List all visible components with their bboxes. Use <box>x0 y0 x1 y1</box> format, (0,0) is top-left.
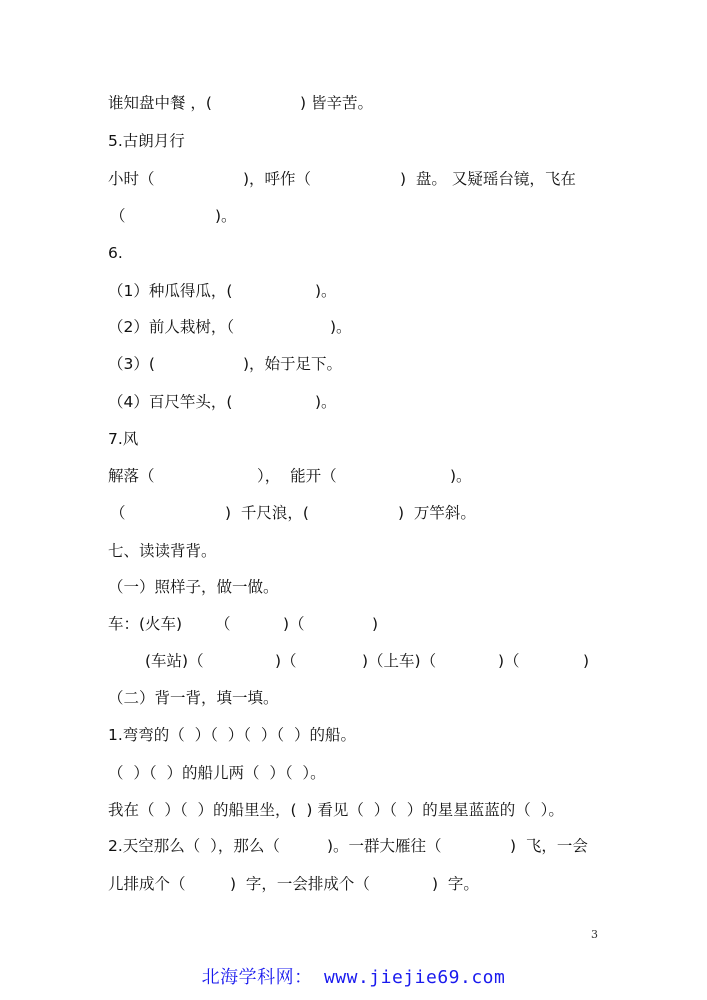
line-16-text-a: (车站)（ <box>145 652 204 670</box>
line-1 <box>0 89 707 117</box>
line-3-text-a: 小时（ <box>108 170 155 188</box>
line-3-text-c: ) 盘。 又疑瑶台镜，飞在 <box>400 170 576 188</box>
line-4 <box>0 202 707 230</box>
subsection-2-heading <box>0 684 707 712</box>
poem-line-2-text: （ ）（ ）的船儿两（ ）（ ）。 <box>108 764 326 782</box>
line-21-text-a: 2.天空那么（ ），那么（ <box>108 837 280 855</box>
line-12-text-a: （ <box>110 504 126 522</box>
section-6-title <box>0 239 707 267</box>
line-21-text-b: )。一群大雁往（ <box>327 837 442 855</box>
line-11-text-c: )。 <box>450 467 472 485</box>
page-number: 3 <box>591 928 598 941</box>
item-6-1-text-a: （1）种瓜得瓜，( <box>108 282 233 300</box>
line-15-text-c: )（ <box>283 615 305 633</box>
section-5-title-text: 5.古朗月行 <box>108 132 185 150</box>
footer-website[interactable]: 北海学科网： www.jiejie69.com <box>201 967 506 988</box>
section-seven-heading-text: 七、读读背背。 <box>108 542 217 560</box>
item-6-1-text-b: )。 <box>315 282 337 300</box>
poem-line-2 <box>0 759 707 787</box>
line-11-text-a: 解落（ <box>108 467 155 485</box>
section-7-title <box>0 425 707 453</box>
item-6-4 <box>0 388 707 416</box>
poem-line-3 <box>0 796 707 824</box>
line-12-text-c: ) 万竿斜。 <box>398 504 476 522</box>
item-6-4-text-a: （4）百尺竿头，( <box>108 393 233 411</box>
line-3-text-b: )，呼作（ <box>243 170 312 188</box>
line-4-text-b: )。 <box>215 207 237 225</box>
subsection-2-heading-text: （二）背一背，填一填。 <box>108 689 279 707</box>
line-11-text-b: ）， 能开（ <box>257 467 337 485</box>
line-1-text-a: 谁知盘中餐 ，( <box>108 94 212 112</box>
line-16-text-d: )（ <box>498 652 520 670</box>
item-6-4-text-b: )。 <box>315 393 337 411</box>
line-21 <box>0 832 707 860</box>
line-3 <box>0 165 707 193</box>
line-4-text-a: （ <box>110 207 126 225</box>
line-12-text-b: ) 千尺浪，( <box>225 504 309 522</box>
line-22 <box>0 870 707 898</box>
poem-line-1-text: 1.弯弯的（ ）（ ）（ ）（ ）的船。 <box>108 726 356 744</box>
line-16-text-b: )（ <box>275 652 297 670</box>
item-6-2-text-b: )。 <box>330 318 352 336</box>
section-seven-heading <box>0 537 707 565</box>
item-6-2-text-a: （2）前人栽树，（ <box>108 318 235 336</box>
subsection-1-heading-text: （一）照样子，做一做。 <box>108 578 279 596</box>
poem-line-3-text: 我在（ ）（ ）的船里坐，( ) 看见（ ）（ ）的星星蓝蓝的（ ）。 <box>108 801 564 819</box>
line-15-text-d: ) <box>372 615 379 633</box>
item-6-3-text-b: )，始于足下。 <box>243 355 343 373</box>
item-6-1 <box>0 277 707 305</box>
line-15 <box>0 610 707 638</box>
line-16-text-e: ) <box>583 652 590 670</box>
poem-line-1 <box>0 721 707 749</box>
line-21-text-c: ) 飞，一会 <box>510 837 588 855</box>
line-1-text-b: ) 皆辛苦。 <box>300 94 373 112</box>
line-12 <box>0 499 707 527</box>
line-16-text-c: )（上车)（ <box>362 652 437 670</box>
line-22-text-c: ) 字。 <box>432 875 479 893</box>
line-11 <box>0 462 707 490</box>
subsection-1-heading <box>0 573 707 601</box>
line-15-text-a: 车：(火车) <box>108 615 183 633</box>
line-22-text-a: 儿排成个（ <box>108 875 186 893</box>
section-7-title-text: 7.风 <box>108 430 139 448</box>
section-6-title-text: 6. <box>108 244 123 262</box>
line-16 <box>0 647 707 675</box>
section-5-title <box>0 127 707 155</box>
item-6-3-text-a: （3）( <box>108 355 155 373</box>
item-6-2 <box>0 313 707 341</box>
line-22-text-b: ) 字，一会排成个（ <box>230 875 370 893</box>
line-15-text-b: （ <box>215 615 231 633</box>
item-6-3 <box>0 350 707 378</box>
